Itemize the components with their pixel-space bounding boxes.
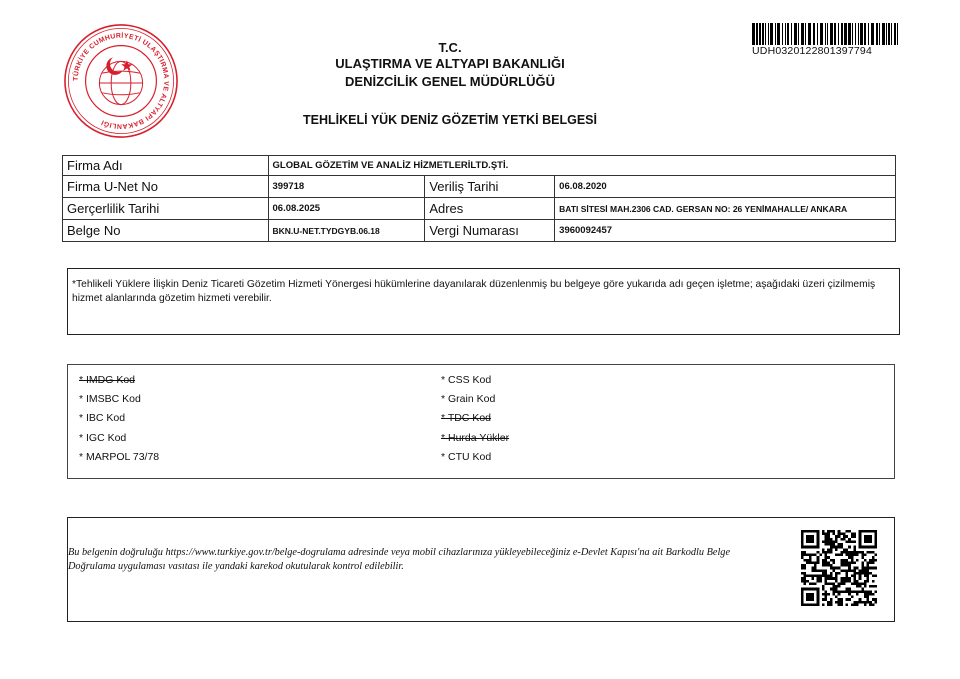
- document-title: TEHLİKELİ YÜK DENİZ GÖZETİM YETKİ BELGESİ: [302, 113, 597, 127]
- unet-value: 399718: [268, 176, 425, 198]
- service-item: * TDC Kod: [441, 412, 491, 424]
- table-row: [63, 198, 896, 220]
- notice-text: *Tehlikeli Yüklere İlişkin Deniz Ticareti Gözetim Hizmeti Yönergesi hükümlerine dayanılarak düzenlenmiş bu belgeye göre yukarıda adı geçen işletme; aşağıdaki üzeri çizilmemiş hizmet alanlarında gözetim hizmeti verebilir.: [72, 279, 876, 304]
- service-item: * MARPOL 73/78: [79, 451, 160, 463]
- header-directorate: DENİZCİLİK GENEL MÜDÜRLÜĞÜ: [345, 74, 555, 89]
- authorization-notice: [67, 268, 900, 335]
- validity-label: Gerçerlilik Tarihi: [63, 198, 269, 220]
- cert-no-value: BKN.U-NET.TYDGYB.06.18: [268, 220, 425, 242]
- document-barcode: [752, 23, 900, 57]
- service-item: * IMSBC Kod: [79, 393, 141, 405]
- ministry-seal-icon: [62, 22, 180, 140]
- service-item: * IMDG Kod: [79, 374, 136, 386]
- tax-no-value: 3960092457: [555, 220, 896, 242]
- header-ministry: ULAŞTIRMA VE ALTYAPI BAKANLIĞI: [335, 56, 565, 71]
- validity-value: 06.08.2025: [268, 198, 425, 220]
- barcode-number: UDH0320122801397794: [752, 45, 872, 57]
- qr-code-icon: [801, 530, 877, 606]
- service-item: * Grain Kod: [441, 393, 496, 405]
- service-item: * CTU Kod: [441, 451, 492, 463]
- issue-date-value: 06.08.2020: [555, 176, 896, 198]
- barcode-icon: [752, 23, 900, 45]
- firm-name-label: Firma Adı: [63, 156, 269, 176]
- table-row: [63, 156, 896, 176]
- firm-name-value: GLOBAL GÖZETİM VE ANALİZ HİZMETLERİLTD.ŞTİ.: [268, 156, 895, 176]
- seal-ring-text: TÜRKİYE CUMHURİYETİ ULAŞTIRMA VE ALTYAPI BAKANLIĞI: [72, 32, 170, 130]
- cert-no-label: Belge No: [63, 220, 269, 242]
- tax-no-label: Vergi Numarası: [425, 220, 555, 242]
- service-item: * IGC Kod: [79, 432, 127, 444]
- verification-box: [67, 517, 895, 622]
- service-item: * IBC Kod: [79, 412, 126, 424]
- unet-label: Firma U-Net No: [63, 176, 269, 198]
- issue-date-label: Veriliş Tarihi: [425, 176, 555, 198]
- table-row: [63, 220, 896, 242]
- address-label: Adres: [425, 198, 555, 220]
- service-areas-box: [67, 364, 895, 479]
- header-tc: T.C.: [438, 40, 462, 55]
- service-item: * Hurda Yükler: [441, 432, 510, 444]
- company-info-table: [62, 155, 896, 242]
- address-value: BATI SİTESİ MAH.2306 CAD. GERSAN NO: 26 YENİMAHALLE/ ANKARA: [555, 198, 896, 220]
- verification-text: Bu belgenin doğruluğu https://www.turkiye.gov.tr/belge-dogrulama adresinde veya mobil cihazlarınıza yükleyebileceğiniz e-Devlet Kapısı'na ait Barkodlu Belge Doğrulama uygulaması vasıtası ile yandaki karekod okutularak kontrol edilebilir.: [68, 547, 731, 572]
- table-row: [63, 176, 896, 198]
- service-item: * CSS Kod: [441, 374, 492, 386]
